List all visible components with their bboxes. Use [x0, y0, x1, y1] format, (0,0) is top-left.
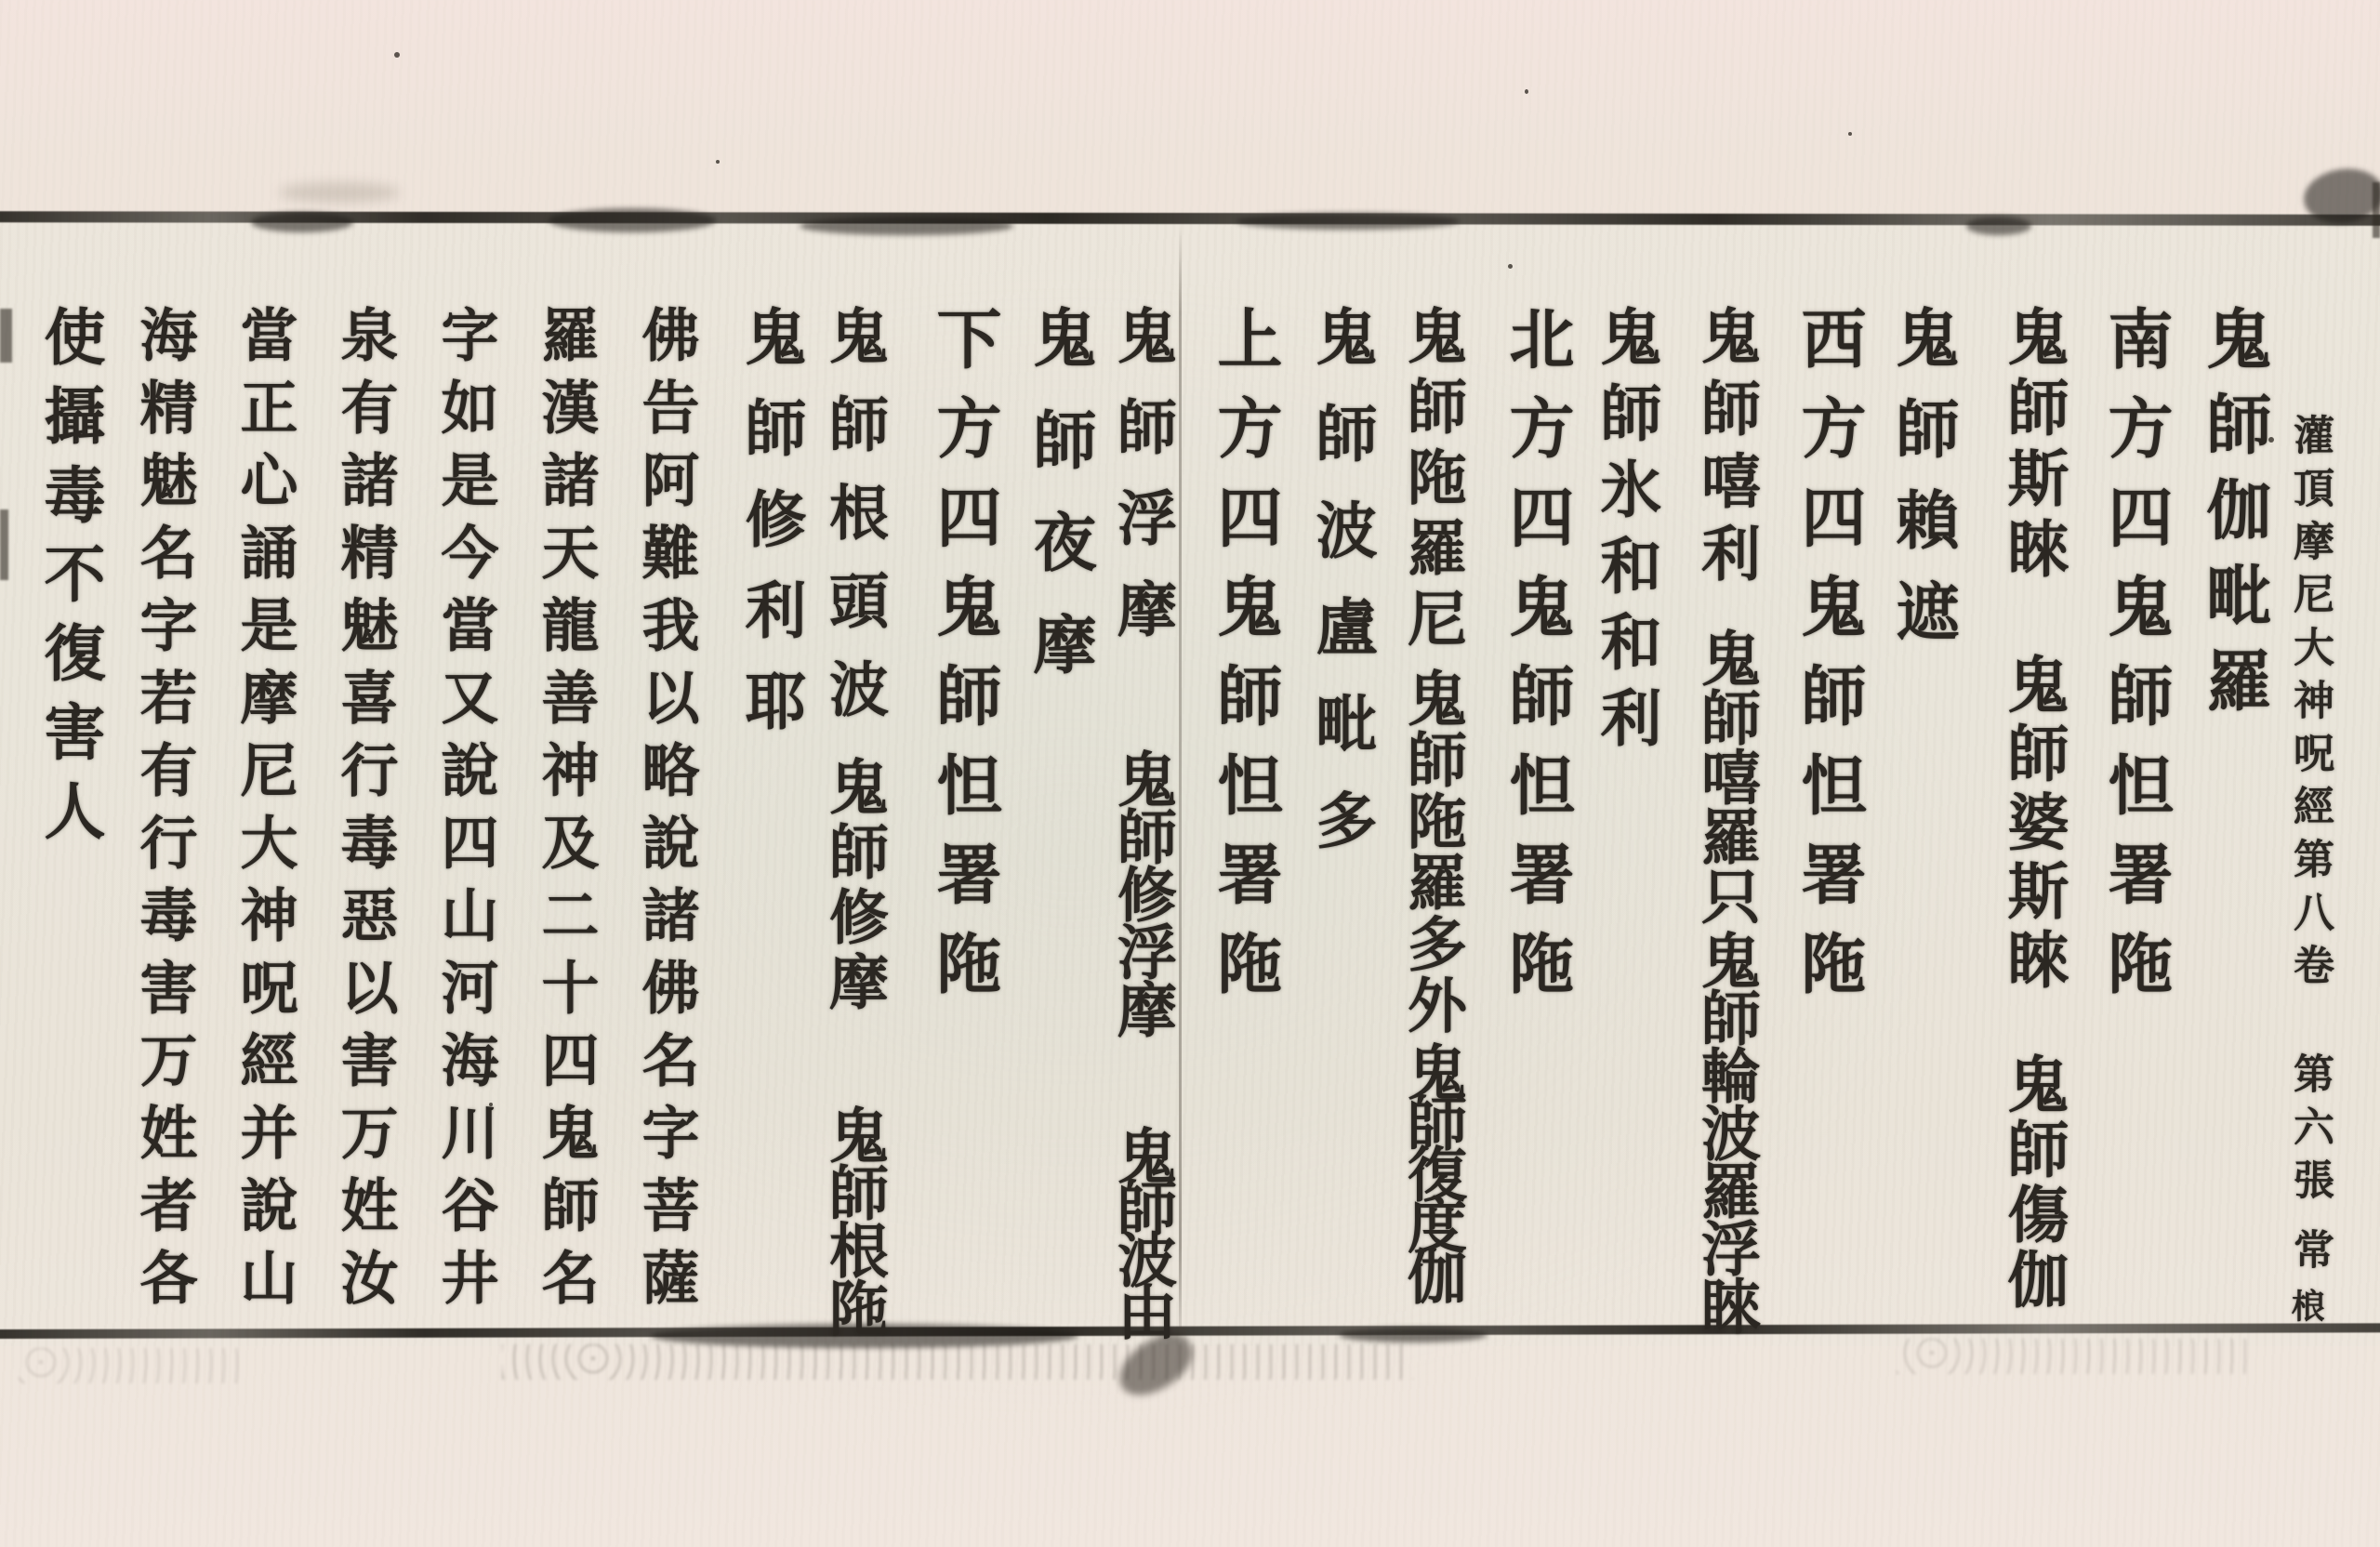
ink-speckle — [19, 1348, 242, 1383]
sutra-text-segment: 鬼師氷和和利 — [1591, 305, 1659, 762]
sutra-text-segment: 下方四鬼師怛署陁 — [927, 305, 998, 1019]
sutra-text-segment: 羅漢諸天龍善神及二十四鬼師名 — [533, 305, 596, 1320]
sutra-text-segment: 鬼師伽毗羅 — [2197, 305, 2268, 733]
sutra-column — [1792, 305, 1863, 1019]
sutra-column — [34, 305, 102, 858]
ink-smudge — [549, 208, 716, 232]
sutra-text-segment: 佛告阿難我以略說諸佛名字菩薩 — [633, 305, 696, 1320]
sutra-column — [1025, 305, 1095, 714]
sutra-text-segment: 鬼師傷伽 — [1998, 1052, 2066, 1313]
sutra-column — [231, 305, 295, 1320]
bottom-border-rule — [0, 1323, 2380, 1339]
ink-smear — [1109, 1325, 1202, 1405]
sutra-column — [2098, 305, 2170, 1019]
sutra-column — [1306, 305, 1374, 885]
ink-smudge — [251, 212, 353, 232]
edge-fragment — [2373, 182, 2380, 238]
sutra-title: 灌頂摩尼大神呪經第八卷 — [2287, 414, 2333, 997]
sutra-text-segment: 鬼師嘻利 — [1693, 305, 1759, 595]
sheet-seam-line — [1179, 223, 1182, 1335]
sutra-text-segment: 鬼師賴遮 — [1887, 305, 1958, 669]
sutra-text-segment: 鬼師婆斯睞 — [1998, 653, 2066, 997]
sutra-column — [2197, 305, 2268, 733]
sutra-text-segment: 上方四鬼師怛署陁 — [1208, 305, 1279, 1019]
sutra-column — [1208, 305, 1279, 1019]
sutra-column — [1500, 305, 1571, 1019]
sutra-column — [927, 305, 998, 1019]
sutra-text-segment: 鬼師根陁 — [821, 1104, 887, 1335]
ink-speck — [2268, 437, 2274, 443]
sutra-text-segment: 鬼師修利耶 — [735, 305, 803, 760]
sutra-text-segment: 當正心誦是摩尼大神呪經并說山 — [231, 305, 295, 1320]
sutra-text-segment: 鬼師夜摩 — [1025, 305, 1095, 714]
ink-speck — [1525, 89, 1528, 94]
sutra-text-segment: 南方四鬼師怛署陁 — [2098, 305, 2170, 1019]
ink-speckle — [502, 1344, 1413, 1380]
sutra-column — [332, 305, 395, 1320]
edge-fragment — [0, 309, 12, 363]
sutra-column — [1399, 305, 1465, 1297]
sutra-text-segment: 鬼師浮摩 — [1109, 305, 1175, 669]
case-character: 常 — [2287, 1228, 2333, 1281]
sutra-column — [131, 305, 194, 1320]
sutra-column — [1887, 305, 1958, 669]
ink-speck — [716, 160, 720, 164]
sutra-text-segment: 鬼師陁羅多外 — [1399, 668, 1465, 1036]
ink-smudge — [1966, 217, 2031, 235]
sutra-text-segment: 泉有諸精魅喜行毒惡以害万姓汝 — [332, 305, 395, 1320]
sutra-text-segment: 使攝毒不復害人 — [34, 305, 102, 858]
sutra-text-segment: 鬼師斯睞 — [1998, 305, 2066, 588]
sutra-column — [533, 305, 596, 1320]
ink-smudge — [800, 217, 1013, 235]
sutra-column — [1591, 305, 1659, 762]
sutra-column — [821, 305, 887, 1335]
sutra-column — [1693, 305, 1759, 1333]
sutra-text-segment: 鬼師根頭波 — [821, 305, 887, 747]
sutra-text-segment: 鬼師波由 — [1109, 1125, 1175, 1333]
sutra-column — [735, 305, 803, 760]
ink-speck — [1848, 132, 1852, 136]
carver-mark: 桹 — [2287, 1289, 2324, 1322]
sutra-column — [432, 305, 496, 1320]
sheet-title-column — [2287, 414, 2333, 1322]
ink-smudge — [1236, 213, 1460, 230]
ink-speck — [394, 52, 400, 58]
ink-speckle — [1897, 1339, 2250, 1374]
sutra-text-segment: 鬼師波盧毗多 — [1306, 305, 1374, 885]
sutra-column — [633, 305, 696, 1320]
sutra-text-segment: 鬼師復度伽 — [1399, 1041, 1465, 1297]
sutra-column — [1998, 305, 2066, 1313]
sutra-text-segment: 鬼師修浮摩 — [1109, 748, 1175, 1037]
sutra-text-segment: 海精魅名字若有行毒害万姓者各 — [131, 305, 194, 1320]
sutra-text-segment: 西方四鬼師怛署陁 — [1792, 305, 1863, 1019]
edge-fragment — [0, 509, 8, 580]
ink-speck — [1508, 264, 1513, 269]
sutra-text-segment: 字如是今當又說四山河海川谷井 — [432, 305, 496, 1320]
sutra-text-segment: 鬼師輪波羅浮睞 — [1693, 930, 1759, 1333]
sutra-text-segment: 鬼師嘻羅只 — [1693, 628, 1759, 925]
sutra-column — [1109, 305, 1175, 1333]
sutra-text-segment: 鬼師修摩 — [821, 756, 887, 1016]
ink-smudge — [1339, 1328, 1488, 1342]
sutra-text-segment: 鬼師陁羅尼 — [1399, 305, 1465, 658]
sheet-number: 第六張 — [2287, 1052, 2333, 1211]
paper-stain — [279, 182, 400, 203]
sutra-text-segment: 北方四鬼師怛署陁 — [1500, 305, 1571, 1019]
